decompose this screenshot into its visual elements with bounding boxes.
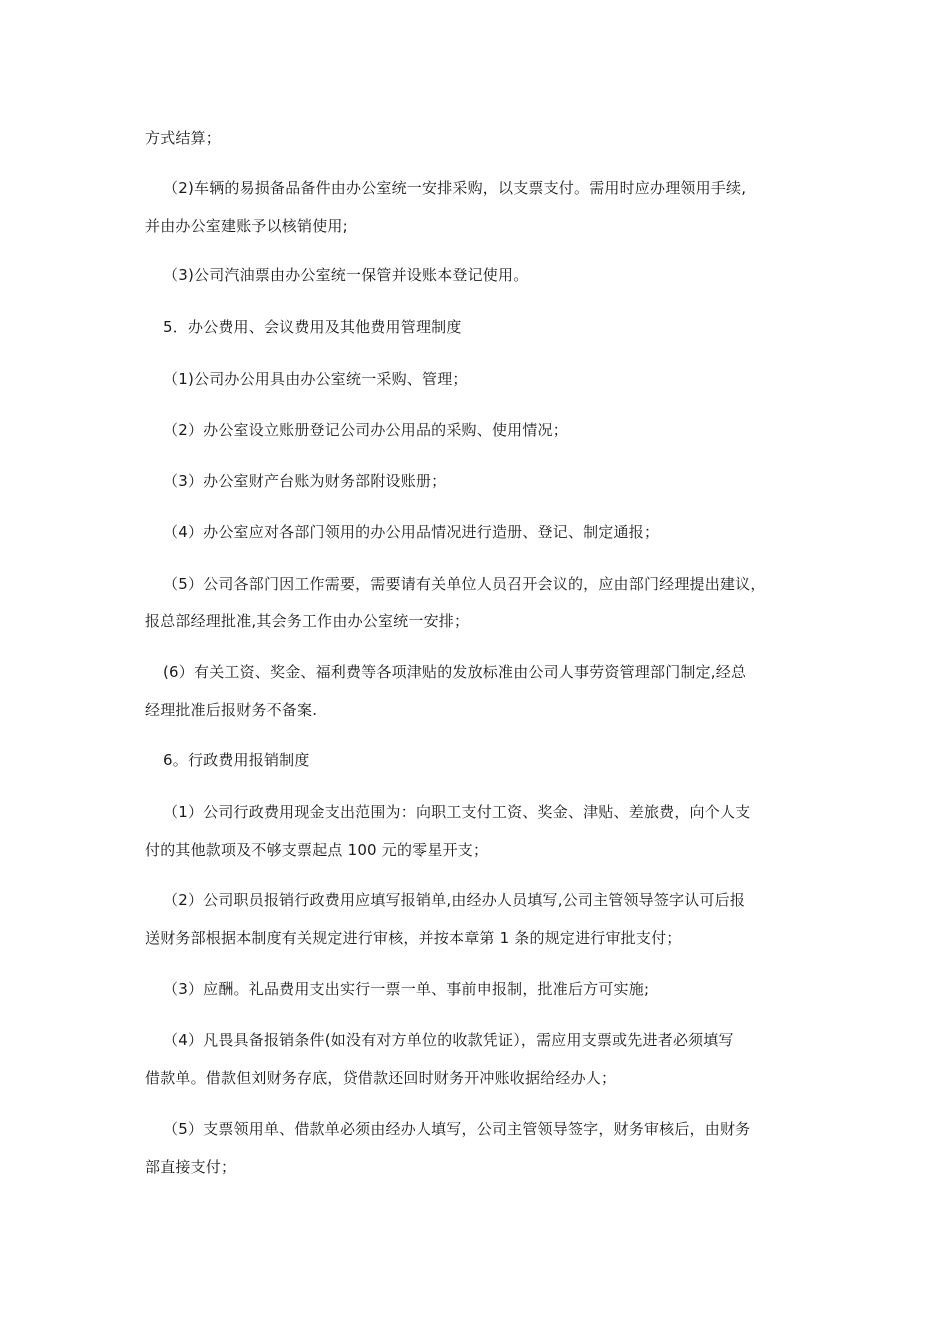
section-heading: 6。行政费用报销制度 <box>163 751 310 769</box>
text-line: （4）办公室应对各部门领用的办公用品情况进行造册、登记、制定通报； <box>163 523 660 541</box>
text-line: （3)公司汽油票由办公室统一保管并设账本登记使用。 <box>163 266 529 284</box>
text-line: （2)车辆的易损备品备件由办公室统一安排采购，以支票支付。需用时应办理领用手续, <box>163 179 747 197</box>
text-line: （5）公司各部门因工作需要，需要请有关单位人员召开会议的，应由部门经理提出建议， <box>163 575 766 593</box>
text-line: （4）凡畏具备报销条件(如没有对方单位的收款凭证），需应用支票或先进者必须填写 <box>163 1031 734 1049</box>
text-line: （2）办公室设立账册登记公司办公用品的采购、使用情况； <box>163 421 568 439</box>
text-line: (6）有关工资、奖金、福利费等各项津贴的发放标准由公司人事劳资管理部门制定,经总 <box>163 663 747 681</box>
text-line: 借款单。借款但刘财务存底，贷借款还回时财务开冲账收据给经办人； <box>145 1069 617 1087</box>
text-line: （1)公司办公用具由办公室统一采购、管理； <box>163 370 468 388</box>
text-line: （5）支票领用单、借款单必须由经办人填写，公司主管领导签字，财务审核后，由财务 <box>163 1120 751 1138</box>
text-line: （2）公司职员报销行政费用应填写报销单,由经办人员填写,公司主管领导签字认可后报 <box>163 891 746 909</box>
text-line: （1）公司行政费用现金支出范围为：向职工支付工资、奖金、津贴、差旅费，向个人支 <box>163 803 751 821</box>
text-line: 并由办公室建账予以核销使用; <box>145 217 348 235</box>
text-line: （3）应酬。礼品费用支出实行一票一单、事前申报制，批准后方可实施; <box>163 980 650 998</box>
text-line: 送财务部根据本制度有关规定进行审核，并按本章第 1 条的规定进行审批支付； <box>145 929 682 947</box>
text-line: （3）办公室财产台账为财务部附设账册； <box>163 472 447 490</box>
text-line: 报总部经理批准,其会务工作由办公室统一安排； <box>145 612 470 630</box>
text-line: 经理批准后报财务不备案. <box>145 701 318 719</box>
section-heading: 5．办公费用、会议费用及其他费用管理制度 <box>163 318 462 336</box>
text-line: 付的其他款项及不够支票起点 100 元的零星开支； <box>145 841 489 859</box>
text-line: 方式结算； <box>145 129 222 147</box>
text-line: 部直接支付； <box>145 1158 237 1176</box>
